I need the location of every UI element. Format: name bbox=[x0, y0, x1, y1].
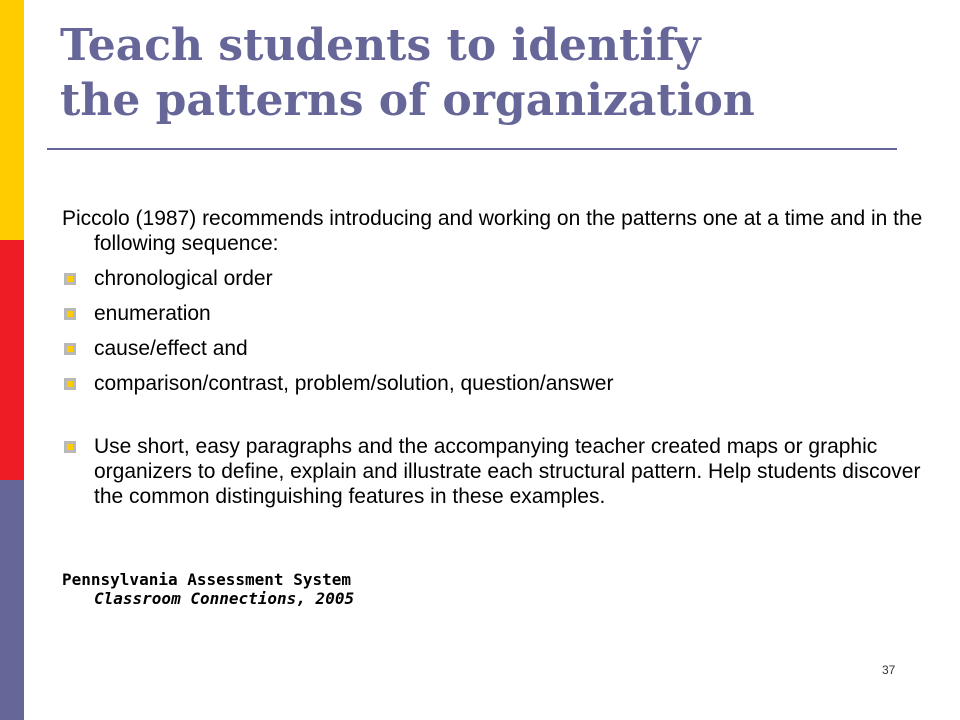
citation-source: Pennsylvania Assessment System bbox=[62, 570, 351, 589]
square-bullet-icon bbox=[64, 308, 76, 320]
title-divider bbox=[47, 148, 897, 150]
square-bullet-icon bbox=[64, 441, 76, 453]
list-item-text: cause/effect and bbox=[94, 337, 248, 360]
title-line-1: Teach students to identify bbox=[60, 20, 701, 71]
slide-body bbox=[62, 206, 932, 509]
decorative-bar-purple bbox=[0, 480, 24, 720]
citation bbox=[62, 570, 794, 608]
slide-title bbox=[60, 18, 920, 128]
list-item-text: Use short, easy paragraphs and the accompanying teacher created maps or graphic organizers to define, explain and illustrate each structural pattern. Help students discover the common distinguishing features in these examples. bbox=[94, 435, 921, 508]
square-bullet-icon bbox=[64, 343, 76, 355]
citation-publication: Classroom Connections, 2005 bbox=[94, 589, 355, 608]
decorative-bar-yellow bbox=[0, 0, 24, 240]
slide-number: 37 bbox=[882, 663, 896, 677]
square-bullet-icon bbox=[64, 378, 76, 390]
list-item bbox=[62, 434, 932, 509]
decorative-bar-red bbox=[0, 240, 24, 480]
list-item bbox=[62, 301, 932, 326]
list-item-text: enumeration bbox=[94, 302, 211, 325]
list-item-text: comparison/contrast, problem/solution, question/answer bbox=[94, 372, 614, 395]
title-line-2: the patterns of organization bbox=[60, 75, 755, 126]
list-item bbox=[62, 336, 932, 361]
list-item bbox=[62, 371, 932, 396]
list-item-text: chronological order bbox=[94, 267, 273, 290]
list-item bbox=[62, 266, 932, 291]
bullet-list bbox=[62, 266, 932, 509]
square-bullet-icon bbox=[64, 273, 76, 285]
intro-paragraph: Piccolo (1987) recommends introducing and working on the patterns one at a time and in the following sequence: bbox=[62, 207, 923, 255]
